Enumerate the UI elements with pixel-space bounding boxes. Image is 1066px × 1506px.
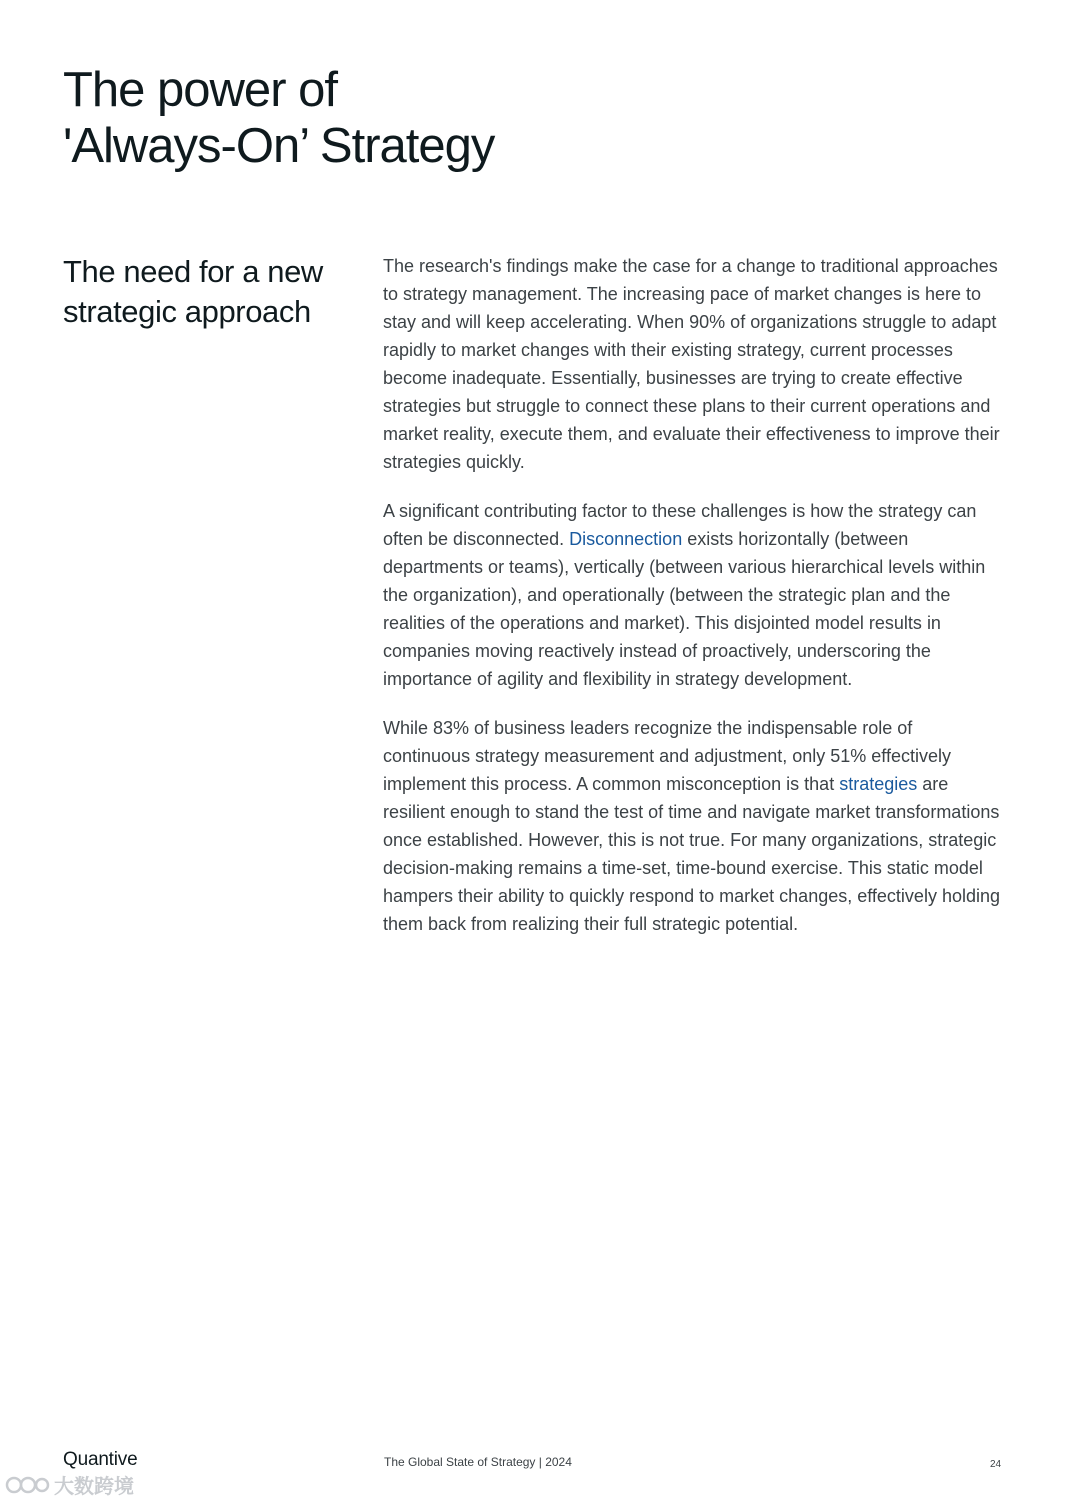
- page-title-line-1: The power of: [63, 63, 337, 117]
- strategies-link[interactable]: strategies: [839, 774, 918, 794]
- page-title: [63, 62, 494, 174]
- paragraph-1: The research's findings make the case for a change to traditional approaches to strategy management. The increasing pace of market changes is here to stay and will keep accelerating. When 90% of organizations struggle to adapt rapidly to market changes with their existing strategy, current processes become inadequate. Essentially, businesses are trying to create effective strategies but struggle to connect these plans to their current operations and market reality, execute them, and evaluate their effectiveness to improve their strategies quickly.: [383, 256, 1000, 472]
- paragraph-3: [383, 714, 1003, 938]
- paragraph-3-end: are resilient enough to stand the test of time and navigate market transformations once established. However, this is not true. For many organizations, strategic decision-making remains a time-set, time-bound exercise. This static model hampers their ability to quickly respond to market changes, effectively holding them back from realizing their full strategic potential.: [383, 774, 1000, 934]
- page-title-line-2: 'Always-On’ Strategy: [63, 119, 495, 173]
- paragraph-2-start: A significant contributing factor to these challenges is how the strategy can often be disconnected.: [383, 501, 977, 549]
- paragraph-3-start: While 83% of business leaders recognize the indispensable role of continuous strategy measurement and adjustment, only 51% effectively implement this process. A common misconception is that: [383, 718, 951, 794]
- watermark: [4, 1470, 134, 1499]
- report-title: The Global State of Strategy | 2024: [384, 1455, 572, 1469]
- watermark-text: 大数跨境: [54, 1476, 134, 1498]
- section-heading: [63, 252, 323, 332]
- paragraph-2: [383, 497, 1003, 693]
- section-heading-line-2: strategic approach: [63, 294, 311, 329]
- page-number: 24: [990, 1459, 1002, 1470]
- body-text: [383, 252, 1003, 959]
- watermark-logo-icon: [4, 1472, 50, 1498]
- quantive-logo: Quantive: [63, 1449, 138, 1470]
- section-heading-line-1: The need for a new: [63, 254, 323, 289]
- disconnection-link[interactable]: Disconnection: [569, 529, 683, 549]
- paragraph-2-end: exists horizontally (between departments or teams), vertically (between various hierarchical levels within the organization), and operationally (between the strategic plan and the realities of the operations and market). This disjointed model results in companies moving reactively instead of proactively, underscoring the importance of agility and flexibility in strategy development.: [383, 529, 986, 689]
